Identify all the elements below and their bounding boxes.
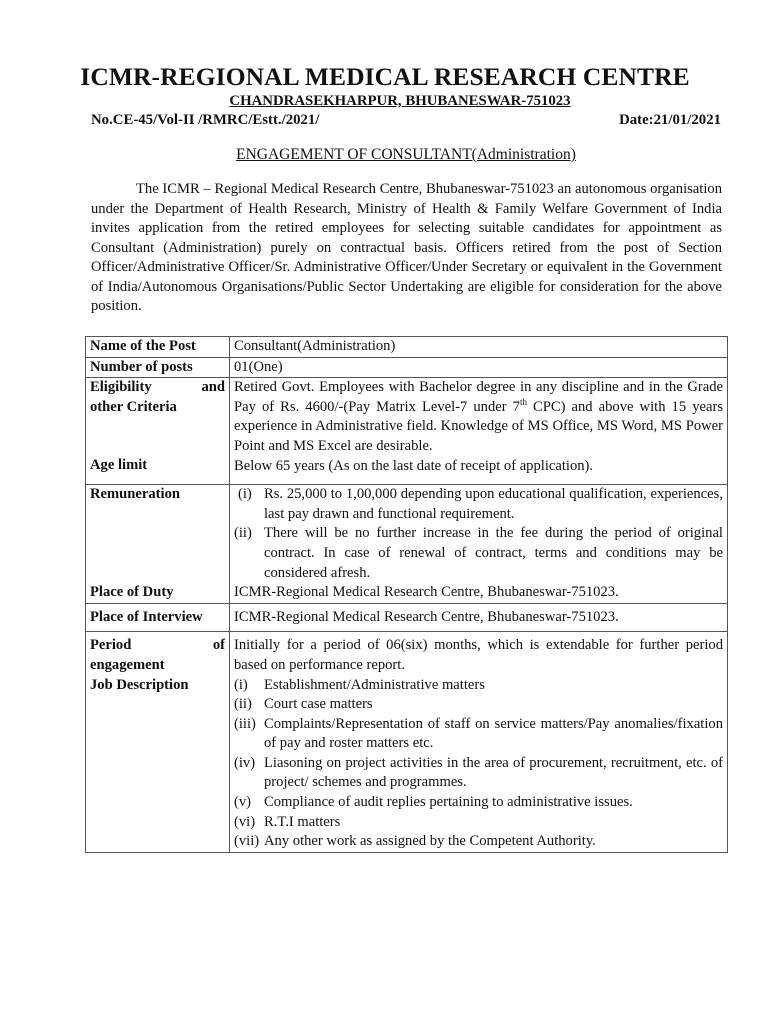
age-limit-label: Age limit: [90, 457, 148, 474]
list-item: (v) Compliance of audit replies pertaining to administrative issues.: [234, 794, 633, 811]
place-of-duty-value: ICMR-Regional Medical Research Centre, Bhubaneswar-751023.: [234, 584, 619, 601]
intro-paragraph: The ICMR – Regional Medical Research Centre, Bhubaneswar-751023 an autonomous organisation under the Department of Health Research, Ministry of Health & Family Welfare Government of India invites application from the retired employees for selecting suitable candidates for appointment as Consultant (Administration) purely on contractual basis. Officers retired from the post of Section Officer/Administrative Officer/Sr. Administrative Officer/Under Secretary or equivalent in the Government of India/Autonomous Organisations/Public Sector Undertaking are eligible for consideration for the above position.: [91, 181, 722, 314]
name-of-post-label: Name of the Post: [86, 337, 230, 358]
eligibility-label: [86, 378, 230, 485]
number-of-posts-value: 01(One): [230, 357, 728, 378]
list-item: (iii) Complaints/Representation of staff on service matters/Pay anomalies/fixation of pay and roster matters etc.: [234, 715, 723, 752]
period-label-cell: [86, 632, 230, 853]
remuneration-value: [230, 485, 728, 604]
table-row-number-of-posts: [86, 357, 728, 378]
period-value-cell: [230, 632, 728, 853]
eligibility-text-part1: Retired Govt. Employees with Bachelor degree in any discipline and in the Grade Pay of Rs. 4600/-(Pay Matrix Level-7 under 7: [234, 379, 723, 415]
table-row-place-of-interview: [86, 603, 728, 632]
eligibility-value: [230, 378, 728, 485]
list-item: (vii) Any other work as assigned by the Competent Authority.: [234, 833, 596, 850]
table-row-period: [86, 632, 728, 853]
list-item: (i) Establishment/Administrative matters: [234, 676, 485, 693]
job-description-list: [234, 676, 723, 852]
number-of-posts-label: Number of posts: [86, 357, 230, 378]
eligibility-text-part2: CPC) and above with 15 years experience in Administrative field. Knowledge of MS Office, MS Word, MS Power Point and MS Excel are desirable.: [234, 398, 723, 454]
age-limit-value: Below 65 years (As on the last date of receipt of application).: [234, 457, 594, 474]
job-description-label: Job Description: [90, 676, 189, 693]
notice-heading: ENGAGEMENT OF CONSULTANT(Administration): [236, 146, 576, 163]
eligibility-label-line1: Eligibility and: [90, 379, 225, 396]
remuneration-label: Remuneration: [90, 486, 180, 503]
list-item: (iv) Liasoning on project activities in the area of procurement, recruitment, etc. of project/ schemes and programmes.: [234, 754, 723, 791]
table-row-name-of-post: [86, 337, 728, 358]
reference-number: No.CE-45/Vol-II /RMRC/Estt./2021/: [91, 112, 320, 128]
place-of-interview-value: ICMR-Regional Medical Research Centre, Bhubaneswar-751023.: [230, 603, 728, 632]
period-label-line2: engagement: [90, 656, 165, 673]
remuneration-list: [234, 485, 723, 583]
name-of-post-value: Consultant(Administration): [230, 337, 728, 358]
period-label-line1: Period of: [90, 637, 225, 654]
remuneration-label-cell: [86, 485, 230, 604]
table-row-eligibility: [86, 378, 728, 485]
place-of-interview-label: Place of Interview: [86, 603, 230, 632]
period-value: Initially for a period of 06(six) months, which is extendable for further period based on performance report.: [234, 637, 723, 673]
eligibility-superscript: th: [519, 396, 527, 407]
details-table: [85, 336, 728, 853]
eligibility-label-line2: other Criteria: [90, 398, 177, 415]
list-item: (ii) There will be no further increase in the fee during the period of original contract. In case of renewal of contract, terms and conditions may be considered afresh.: [234, 525, 723, 581]
notice-date: Date:21/01/2021: [619, 112, 721, 128]
table-row-remuneration: [86, 485, 728, 604]
list-item: (vi) R.T.I matters: [234, 813, 341, 830]
place-of-duty-label: Place of Duty: [90, 583, 174, 600]
organisation-address: CHANDRASEKHARPUR, BHUBANESWAR-751023: [229, 93, 571, 109]
list-item: (ii) Court case matters: [234, 696, 373, 713]
organisation-title: ICMR-REGIONAL MEDICAL RESEARCH CENTRE: [80, 62, 690, 91]
list-item: (i) Rs. 25,000 to 1,00,000 depending upon educational qualification, experiences, last pay drawn and functional requirement.: [238, 486, 723, 522]
